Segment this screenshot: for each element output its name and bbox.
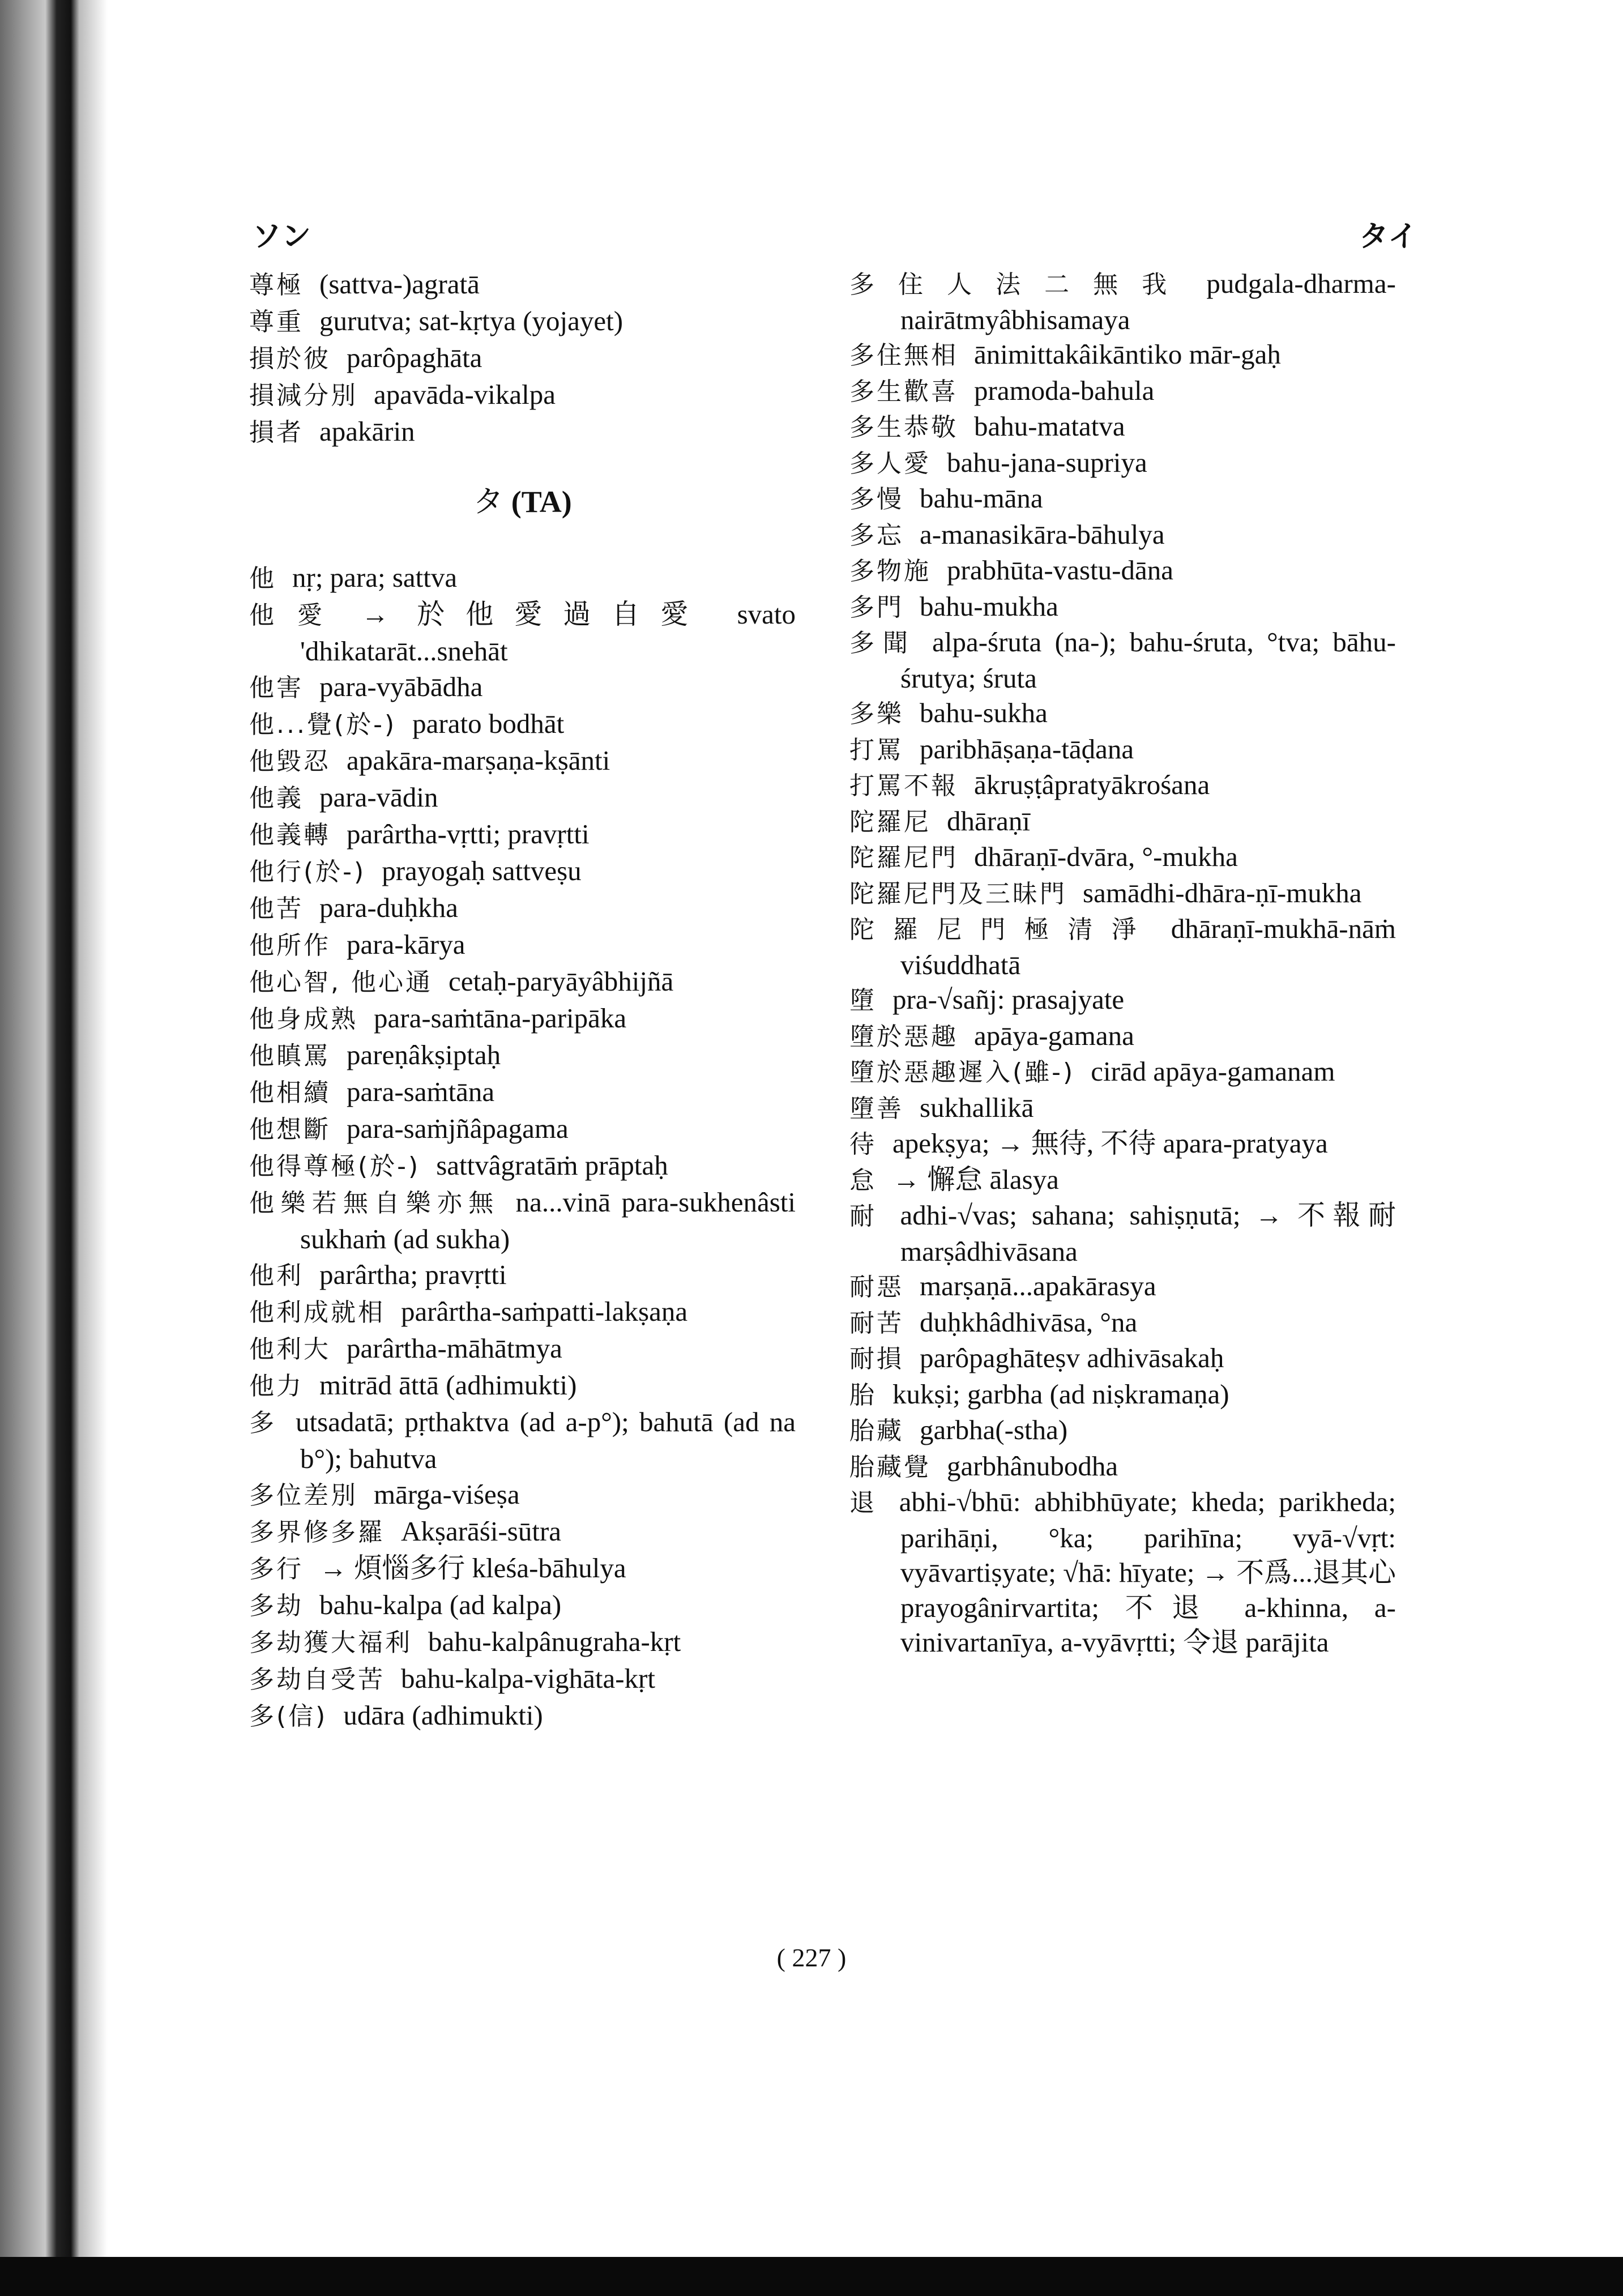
entry-headword: 他身成熟: [249, 1005, 358, 1034]
entry-definition: para-saṁtāna-paripāka: [374, 1002, 627, 1034]
dictionary-entry: [249, 1404, 796, 1476]
entry-definition: bahu-jana-supriya: [947, 446, 1147, 478]
entry-headword: 他利成就相: [249, 1298, 385, 1327]
running-head-right: タイ: [1359, 220, 1417, 254]
entry-headword: 怠: [849, 1166, 877, 1195]
entry-headword: 待: [849, 1130, 877, 1159]
entry-definition: parârtha; pravṛtti: [319, 1259, 507, 1290]
entry-definition: para-saṁtāna: [347, 1076, 495, 1107]
entries-before-section: [249, 266, 796, 450]
dictionary-entry: [249, 1550, 796, 1587]
dictionary-entry: [849, 1412, 1396, 1449]
entry-headword: 損於彼: [249, 344, 331, 373]
dictionary-entry: [849, 481, 1396, 517]
dictionary-entry: [249, 377, 796, 413]
dictionary-entry: [849, 517, 1396, 553]
dictionary-entry: [249, 596, 796, 669]
section-heading: [249, 484, 796, 520]
entry-headword: 多位差別: [249, 1481, 358, 1510]
entry-definition: bahu-matatva: [974, 411, 1125, 442]
dictionary-entry: [849, 373, 1396, 409]
entry-headword: 他樂若無自樂亦無: [249, 1189, 500, 1218]
entry-definition: dhāraṇī-mukhā-nāṁ viśuddhatā: [900, 913, 1396, 980]
entry-headword: 多劫: [249, 1591, 304, 1620]
entry-definition: sukhallikā: [920, 1091, 1034, 1123]
entry-headword: 他利大: [249, 1335, 331, 1364]
dictionary-entry: [849, 1449, 1396, 1485]
dictionary-entry: [249, 1624, 796, 1661]
page-number: ( 227 ): [776, 1943, 847, 1972]
entry-definition: bahu-kalpânugraha-kṛt: [428, 1626, 681, 1657]
right-column: [849, 266, 1396, 1660]
entry-headword: 他愛: [249, 601, 346, 630]
entry-headword: 損減分別: [249, 381, 358, 410]
entry-definition: marṣaṇā...apakārasya: [920, 1270, 1156, 1301]
entry-definition: parôpaghāta: [347, 342, 482, 373]
entry-headword: 多聞: [849, 629, 917, 658]
entry-definition: samādhi-dhāra-ṇī-mukha: [1083, 877, 1362, 908]
dictionary-entry: [849, 876, 1396, 912]
dictionary-entry: [849, 1269, 1396, 1305]
entry-definition: parato bodhāt: [412, 708, 565, 739]
dictionary-entry: [849, 1018, 1396, 1055]
entry-definition: pra-√sañj: prasajyate: [892, 984, 1125, 1015]
entry-definition: cirād apāya-gamanam: [1091, 1056, 1335, 1087]
dictionary-entry: [849, 1162, 1396, 1198]
entry-definition: sattvâgratāṁ prāptaḥ: [436, 1150, 668, 1181]
entry-headword: 胎藏: [849, 1416, 904, 1445]
dictionary-entry: [249, 1587, 796, 1624]
entry-definition: bahu-kalpa (ad kalpa): [319, 1589, 562, 1620]
dictionary-entry: [249, 340, 796, 377]
entry-headword: 陀羅尼: [849, 807, 931, 837]
dictionary-entry: [849, 409, 1396, 445]
entry-definition: apekṣya; → 無待, 不待 apara-pratyaya: [892, 1128, 1328, 1159]
entry-headword: 他心智, 他心通: [249, 968, 433, 997]
entry-definition: pramoda-bahula: [974, 374, 1155, 406]
entry-headword: 多生歡喜: [849, 377, 958, 406]
entry-headword: 多: [249, 1409, 280, 1437]
entry-definition: → 懈怠 ālasya: [892, 1163, 1059, 1195]
entry-definition: duḥkhâdhivāsa, °na: [920, 1306, 1138, 1338]
dictionary-entry: [249, 853, 796, 890]
dictionary-entry: [849, 982, 1396, 1018]
entry-definition: paribhāṣaṇa-tāḍana: [920, 733, 1134, 765]
entry-headword: 墮: [849, 986, 877, 1015]
entry-definition: → 煩惱多行 kleśa-bāhulya: [319, 1552, 626, 1584]
dictionary-entry: [249, 1037, 796, 1074]
entry-headword: 他所作: [249, 931, 331, 960]
entry-definition: bahu-kalpa-vighāta-kṛt: [401, 1663, 655, 1694]
dictionary-entry: [249, 1330, 796, 1367]
entry-definition: bahu-sukha: [920, 697, 1048, 728]
entry-headword: 耐惡: [849, 1273, 904, 1301]
entry-definition: abhi-√bhū: abhibhūyate; kheda; parikheda; parihāṇi, °ka; parihīna; vyā-√vṛt: vyāvartiṣyate; √hā: hīyate; → 不爲...退其心 prayogânirvartita; 不退 a-khinna, a-vinivartanīya, a-vyāvṛtti; 令退 parājita: [899, 1486, 1396, 1658]
entry-definition: para-vādin: [319, 782, 438, 813]
entry-headword: 多劫獲大福利: [249, 1628, 412, 1657]
entry-definition: apāya-gamana: [974, 1019, 1134, 1051]
dictionary-entry: [849, 1341, 1396, 1377]
dictionary-entry: [849, 1126, 1396, 1162]
entry-definition: na...vinā para-sukhenâsti sukhaṁ (ad sukha): [300, 1187, 796, 1254]
right-entries: [849, 266, 1396, 1660]
entry-headword: 他瞋罵: [249, 1042, 331, 1070]
dictionary-entry: [249, 1294, 796, 1330]
entry-headword: 打罵不報: [849, 771, 958, 800]
dictionary-entry: [249, 669, 796, 706]
dictionary-entry: [849, 1198, 1396, 1269]
dictionary-entry: [249, 742, 796, 779]
dictionary-entry: [849, 1305, 1396, 1341]
entry-headword: 多住無相: [849, 341, 958, 370]
entry-headword: 他: [249, 564, 276, 593]
entry-definition: pudgala-dharma-nairātmyâbhisamaya: [900, 268, 1396, 335]
dictionary-entry: [849, 1377, 1396, 1413]
entries-after-section: [249, 560, 796, 1734]
entry-headword: 他力: [249, 1372, 304, 1401]
dictionary-entry: [849, 1054, 1396, 1090]
entry-definition: para-saṁjñâpagama: [347, 1113, 569, 1144]
entry-definition: parârtha-saṁpatti-lakṣaṇa: [401, 1296, 688, 1327]
dictionary-entry: [249, 413, 796, 450]
entry-headword: 損者: [249, 418, 304, 447]
entry-headword: 多人愛: [849, 449, 931, 478]
entry-headword: 退: [849, 1488, 883, 1517]
entry-headword: 他利: [249, 1261, 304, 1290]
entry-headword: 他得尊極(於-): [249, 1152, 421, 1181]
entry-headword: 尊極: [249, 271, 304, 300]
dictionary-entry: [849, 804, 1396, 840]
entry-headword: 多住人法二無我: [849, 270, 1191, 299]
section-latin: (TA): [511, 485, 572, 519]
dictionary-entry: [249, 266, 796, 303]
dictionary-entry: [249, 1367, 796, 1404]
dictionary-entry: [849, 1484, 1396, 1660]
entry-headword: 他毀忍: [249, 747, 331, 776]
dictionary-entry: [849, 767, 1396, 804]
dictionary-entry: [249, 560, 796, 596]
dictionary-entry: [249, 1111, 796, 1147]
entry-definition: bahu-māna: [920, 483, 1043, 514]
dictionary-entry: [249, 779, 796, 816]
entry-definition: utsadatā; pṛthaktva (ad a-p°); bahutā (ad na b°); bahutva: [296, 1406, 796, 1474]
entry-definition: parârtha-māhātmya: [347, 1333, 562, 1364]
entry-headword: 多忘: [849, 520, 904, 550]
dictionary-entry: [249, 927, 796, 963]
section-kana: タ: [473, 485, 504, 519]
entry-definition: a-manasikāra-bāhulya: [920, 518, 1165, 550]
running-head-left: ソン: [252, 220, 311, 254]
dictionary-entry: [849, 266, 1396, 337]
dictionary-entry: [849, 445, 1396, 481]
entry-headword: 尊重: [249, 308, 304, 336]
entry-definition: dhāraṇī-dvāra, °-mukha: [974, 841, 1238, 872]
entry-headword: 他義轉: [249, 821, 331, 850]
entry-headword: 陀羅尼門極清淨: [849, 915, 1155, 944]
entry-definition: bahu-mukha: [920, 590, 1058, 622]
dictionary-entry: [249, 303, 796, 340]
entry-definition: parârtha-vṛtti; pravṛtti: [347, 818, 590, 850]
entry-headword: 多樂: [849, 699, 904, 728]
entry-definition: cetaḥ-paryāyâbhijñā: [448, 966, 674, 997]
entry-headword: 打罵: [849, 735, 904, 765]
dictionary-entry: [849, 695, 1396, 732]
entry-headword: 多生恭敬: [849, 413, 958, 442]
dictionary-entry: [249, 1697, 796, 1734]
dictionary-entry: [249, 1661, 796, 1697]
dictionary-entry: [849, 839, 1396, 876]
entry-headword: 多(信): [249, 1702, 328, 1731]
dictionary-entry: [249, 1184, 796, 1257]
entry-definition: apavāda-vikalpa: [374, 379, 556, 410]
entry-headword: 他行(於-): [249, 857, 366, 886]
dictionary-entry: [249, 1513, 796, 1550]
entry-headword: 多物施: [849, 557, 931, 586]
entry-headword: 他...覺(於-): [249, 710, 397, 739]
dictionary-entry: [249, 1074, 796, 1111]
entry-definition: para-duḥkha: [319, 892, 458, 923]
entry-definition: gurutva; sat-kṛtya (yojayet): [319, 305, 623, 336]
entry-definition: apakāra-marṣaṇa-kṣānti: [347, 745, 610, 776]
dictionary-entry: [849, 911, 1396, 982]
entry-headword: 墮於惡趣: [849, 1022, 958, 1051]
entry-definition: ānimittakâikāntiko mār-gaḥ: [974, 339, 1281, 370]
dictionary-entry: [249, 1257, 796, 1294]
entry-headword: 胎藏覺: [849, 1452, 931, 1482]
entry-headword: 多門: [849, 592, 904, 622]
dictionary-entry: [249, 1000, 796, 1037]
entry-definition: apakārin: [319, 416, 415, 447]
entry-headword: 陀羅尼門及三昧門: [849, 879, 1067, 908]
entry-headword: 墮於惡趣遲入(雖-): [849, 1058, 1075, 1087]
dictionary-entry: [849, 589, 1396, 625]
entry-definition: adhi-√vas; sahana; sahiṣṇutā; → 不報耐 marṣâdhivāsana: [900, 1200, 1396, 1267]
entry-headword: 他想斷: [249, 1115, 331, 1144]
dictionary-entry: [849, 553, 1396, 589]
entry-definition: (sattva-)agratā: [319, 268, 480, 300]
entry-definition: mārga-viśeṣa: [374, 1479, 520, 1510]
entry-headword: 耐苦: [849, 1308, 904, 1338]
entry-definition: mitrād āttā (adhimukti): [319, 1369, 577, 1401]
dictionary-entry: [249, 706, 796, 742]
left-column: [249, 266, 796, 1734]
dictionary-entry: [249, 1147, 796, 1184]
dictionary-entry: [249, 1476, 796, 1513]
dictionary-entry: [249, 816, 796, 853]
entry-definition: udāra (adhimukti): [343, 1700, 543, 1731]
entry-definition: parôpaghāteṣv adhivāsakaḥ: [920, 1342, 1224, 1373]
entry-headword: 他相續: [249, 1078, 331, 1107]
entry-definition: Akṣarāśi-sūtra: [401, 1516, 562, 1547]
entry-definition: kukṣi; garbha (ad niṣkramaṇa): [892, 1378, 1229, 1410]
entry-definition: prayogaḥ sattveṣu: [382, 855, 582, 886]
entry-definition: ākruṣṭâpratyākrośana: [974, 769, 1210, 800]
entry-headword: 多行: [249, 1555, 304, 1584]
dictionary-entry: [849, 1090, 1396, 1126]
entry-headword: 多劫自受苦: [249, 1665, 385, 1694]
entry-headword: 墮善: [849, 1094, 904, 1123]
entry-headword: 他義: [249, 784, 304, 813]
entry-definition: garbhânubodha: [947, 1450, 1118, 1482]
scan-bottom-border: [0, 2257, 1623, 2296]
dictionary-entry: [849, 732, 1396, 768]
dictionary-entry: [249, 963, 796, 1000]
entry-definition: → 於他愛過自愛 svato 'dhikatarāt...snehāt: [300, 599, 796, 667]
dictionary-entry: [249, 890, 796, 927]
entry-definition: garbha(-stha): [920, 1414, 1068, 1445]
entry-definition: dhāraṇī: [947, 805, 1030, 837]
dictionary-entry: [849, 625, 1396, 695]
entry-definition: para-vyābādha: [319, 671, 483, 702]
entry-definition: pareṇâkṣiptaḥ: [347, 1039, 501, 1070]
dictionary-entry: [849, 337, 1396, 373]
entry-headword: 胎: [849, 1380, 877, 1410]
entry-definition: alpa-śruta (na-); bahu-śruta, °tva; bāhu-śrutya; śruta: [900, 626, 1396, 694]
entry-definition: prabhūta-vastu-dāna: [947, 554, 1173, 586]
entry-definition: nṛ; para; sattva: [292, 562, 458, 593]
entry-headword: 多界修多羅: [249, 1518, 385, 1547]
entry-headword: 耐損: [849, 1345, 904, 1373]
entry-definition: para-kārya: [347, 929, 465, 960]
entry-headword: 陀羅尼門: [849, 843, 958, 872]
entry-headword: 他害: [249, 673, 304, 702]
entry-headword: 多慢: [849, 485, 904, 514]
entry-headword: 耐: [849, 1202, 885, 1231]
entry-headword: 他苦: [249, 894, 304, 923]
